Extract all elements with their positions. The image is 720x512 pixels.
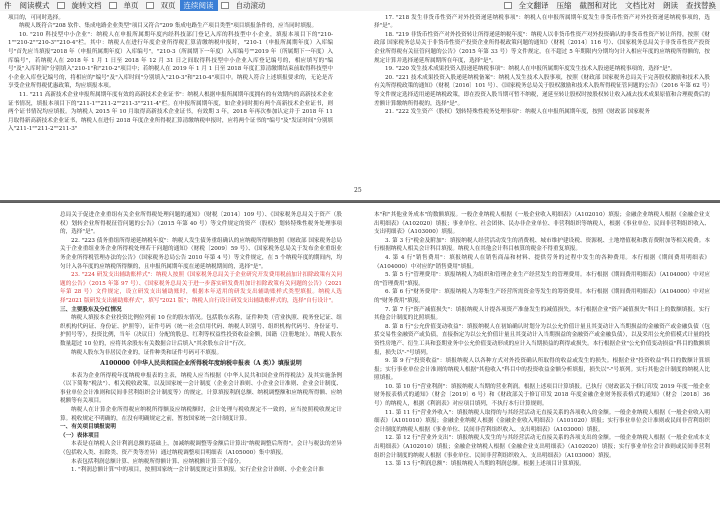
bottom-left-column xyxy=(60,211,342,475)
toolbar-reading-mode-button[interactable]: 阅读模式 xyxy=(19,1,50,10)
paragraph: 22. "223 债务重组所得递延纳税年度"：纳税人发生债务重组确认的应纳税所得额按照《财政部 国家税务总局关于企业重组业务企业所得税处理若干问题的通知》（财税〔2009〕59 号）、《国家税务总局关于发布企业重组业务企业所得税管理办法的公告》（国家税务总局公告 2010 年第 4 号）等文件规定，在 5 个纳税年度的期间内，均匀计入各年度的应纳税所得额的，且申报所属期年度在递延纳税期间的，选择"是"。 xyxy=(60,237,342,270)
paragraph: 12. 第 12 行"营业外支出"：填报纳税人发生的与其经营活动无直接关系的各项支出的金额。一般企业纳税人根据《一般企业成本支出明细表》（A102010）填报；金融企业纳税人根据《金融企业支出明细表》（A102020）填报；实行事业单位会计准则或民间非营利组织会计制度的纳税人根据《事业单位、民间非营利组织收入、支出明细表》（A103000）填报。 xyxy=(374,435,710,459)
paragraph: 项目的，可同时选择。 xyxy=(8,14,64,21)
paragraph: 10. 第 10 行"营业利润"：填报纳税人当期的营业利润。根据上述项目计算填报。已执行《财政部关于修订印发 2019 年度一般企业财务报表格式的通知》（财会〔2019〕6 号）和《财政部关于修订印发 2018 年度金融企业财务报表格式的通知》（财会〔2018〕36 号）的纳税人，根据《利润表》对应项目填列，不执行本行计算规则。 xyxy=(374,383,710,408)
toolbar-read-aloud-button[interactable]: 朗读 xyxy=(663,1,678,10)
page-number: 25 xyxy=(354,187,362,194)
paragraph: 11. "211 高新技术企业申报所属期年度有效的高新技术企业证书"：纳税人根据申报所属期年度拥有的有效期内的高新技术企业证书情况，填报本项目下的"211-1""211-2""211-3""211-4"栏。在申报所属期年度，如企业同时拥有两个高新技术企业证书，则两个证书情况均应填报。为纳税人 2015 年 10 月取得高新技术企业证书，有效期 3 年，2018 年再次参加认定并于 2018 年 11 月取得新高新技术企业证书，纳税人在进行 2018 年度企业所得税汇算清缴纳税申报时，应将两个证书的"编号"及"发证时间"分别填入"211-1""211-2""211-3" xyxy=(8,91,333,133)
document-viewer[interactable] xyxy=(0,11,720,512)
paragraph: 8. 第 8 行"公允价值变动收益"：填报纳税人在初始确认时划分为以公允价值计量且其变动计入当期损益的金融资产或金融负债（包括交易性金融资产或负债，直接指定为以公允价值计量且其变动计入当期损益的金融资产或金融负债），以及采用公允价值模式计量的投资性房地产、衍生工具和套期业务中公允价值变动形成的应计入当期损益的利得或损失。本行根据企业"公允价值变动损益"科目的数额填报，损失以"-"号填列。 xyxy=(374,323,710,356)
bottom-page-spread xyxy=(0,203,720,512)
paragraph: 10. "210 科技型中小企业"：纳税人在申报所属期年度内经科技部门登记入库的科技型中小企业，填报本项目下的"210-1""210-2""210-3""210-4"栏。其中：纳税人在进行年度企业所得税汇算清缴纳税申报时，"210-1（申报所属期年度）入库编号"首先应当填报"2018 年（申报所属期年度）入库编号"，"210-3（所属期下一年度）入库编号""2019 年（所属期下一年度）入库编号"，若纳税人在 2018 年 1 月 1 日至 2018 年 12 月 31 日之间取得科技型中小企业入库登记编号的，相应填写的"编号"及"入库时间"分别填入"210-1"和"210-2"项目中；若纳税人在 2019 年 1 月 1 日至 2018 年度汇算清缴期结束前取得科技型中小企业入库登记编号的，将相应的"编号"及"入库时间"分别填入"210-3"和"210-4"项目中。纳税人符合上述填报要求的，无论是否享受企业所得税优惠政策，均应填报本项。 xyxy=(8,31,333,90)
toolbar-compare-button[interactable]: 文档比对 xyxy=(625,1,655,10)
paragraph: 本表为企业所得税年度纳税申报表的主表，纳税人应当根据《中华人民共和国企业所得税法》及其实施条例（以下简称"税法"）、相关税收政策，以及国家统一会计制度（企业会计准则、小企业会计准则、企业会计制度、事业单位会计准则和民间非营利组织会计制度等）的规定，计算填报利润总额、纳税调整额和应纳税所得额、应纳税额等有关项目。 xyxy=(60,372,342,405)
paragraph: 13. 第 13 行"利润总额"：填报纳税人当期的利润总额。根据上述项目计算填报。 xyxy=(385,461,585,468)
paragraph: （一）表体项目 xyxy=(60,432,100,439)
paragraph: 纳税人既符合"208 软件、集成电路企业类型"项目又符合"209 集成电路生产项目类型"项目填报条件的，应当同时填报。 xyxy=(19,23,318,30)
top-right-column xyxy=(374,11,710,117)
paragraph: 总局关于促进企业重组有关企业所得税处理问题的通知》（财税〔2014〕109 号）、《国家税务总局关于资产（股权）划转企业所得税征管问题的公告》（2015 年第 40 号）等文件规定的资产（股权）划转特殊性税务处理事项的，选择"是"。 xyxy=(60,212,342,236)
double-page-icon[interactable] xyxy=(146,2,154,9)
toolbar-compress-button[interactable]: 压缩 xyxy=(556,1,572,10)
paragraph: 4. 第 4 行"销售费用"：填报纳税人在销售商品和材料、提供劳务的过程中发生的各种费用。本行根据《期间费用明细表》（A104000）中对应的"销售费用"填报。 xyxy=(374,254,710,270)
paragraph: 19. "220 发生技术成果投资入股递延纳税事项"：纳税人在申报所属期年度发生技术入股递延纳税事项的，选择"是"。 xyxy=(385,66,676,73)
toolbar-continuous-button[interactable]: 连续阅读 xyxy=(180,0,218,11)
paragraph: 3. 第 3 行"税金及附加"：填报纳税人经营活动发生的消费税、城市维护建设税、资源税、土地增值税和教育费附加等相关税费。本行根据纳税人相关会计科目填报。纳税人在其他会计科目核算的税金不得重复填报。 xyxy=(374,237,710,253)
paragraph: 21. "222 发生资产（股权）划转特殊性税务处理事项"：纳税人在申报所属期年度，按照《财政部 国家税务 xyxy=(385,109,650,116)
toolbar-translate-button[interactable]: 全文翻译 xyxy=(518,1,549,10)
auto-scroll-icon[interactable] xyxy=(221,2,229,9)
toolbar-left-group xyxy=(0,0,270,11)
paragraph: 17. "218 发生非货币性资产对外投资递延纳税事项"：纳税人在申报所属期年度发生非货币性资产对外投资递延纳税事项的，选择"是"。 xyxy=(374,14,710,30)
paragraph: 本表包括利润总额计算、应纳税所得额计算、应纳税额计算三个部分。 xyxy=(71,458,245,465)
toolbar-file-button[interactable]: 件 xyxy=(4,1,12,10)
toolbar-find-replace-button[interactable]: 查找替换 xyxy=(686,1,716,10)
paragraph: 23. "224 研发支出辅助账样式"：纳税人按照《国家税务总局关于企业研究开发费用税前加计扣除政策有关问题的公告》（2015 年第 97 号）、《国家税务总局关于进一步落实研发费用加计扣除政策有关问题的公告》（2021 年第 28 号）文件规定，设立研发支出辅助账时，根据本年适用的研发支出辅助账样式类型填报。纳税人选择"2021 版研发支出辅助账样式"，填写"2021 版"；纳税人自行设计研发支出辅助账样式的，选择"自行设计"。 xyxy=(60,272,342,304)
paragraph: 本"和"其他业务成本"的数额填报。一般企业纳税人根据《一般企业收入明细表》（A102010）填报；金融企业纳税人根据《金融企业支出明细表》（A102020）填报；事业单位、社会团体、民办非企业单位、非营利组织等纳税人，根据《事业单位、民间非营利组织收入、支出明细表》（A103000）填报。 xyxy=(374,212,710,236)
paragraph: 6. 第 6 行"财务费用"：填报纳税人为筹集生产经营所需资金等发生的筹资费用。本行根据《期间费用明细表》（A104000）中对应的"财务费用"填报。 xyxy=(374,289,710,304)
paragraph: 纳税人在计算企业所得税应纳税所得额及应纳税额时，会计处理与税收规定不一致的，应当按照税收规定计算。税收规定不明确的，在没有明确规定之前，暂按国家统一会计制度计算。 xyxy=(60,407,342,422)
paragraph: 11. 第 11 行"营业外收入"：填报纳税人取得的与其经营活动无直接关系的各项收入的金额。一般企业纳税人根据《一般企业收入明细表》（A101010）填报；金融企业纳税人根据《金融企业收入明细表》（A101020）填报；实行事业单位会计准则或民间非营利组织会计制度的纳税人根据《事业单位、民间非营利组织收入、支出明细表》（A103000）填报。 xyxy=(374,409,710,433)
paragraph: 20. "221 技术成果投资入股递延纳税备案"：纳税人发生技术入股事项，按照《财政部 国家税务总局关于完善股权激励和技术入股有关所得税政策的通知》（财税〔2016〕101 号）、《国家税务总局关于股权激励和技术入股所得税征管问题的公告》（2016 年第 62 号）等文件规定选择适用递延纳税政策，即在投资入股当期可暂不纳税，递延至转让股权时按股权转让收入减去技术成果原值和合理税费后的差额计算缴纳所得税的，选择"是"。 xyxy=(374,74,710,107)
paragraph: 1. "利润总额计算"中的项目，按照国家统一会计制度规定计算填报。实行企业会计准则、小企业会计准 xyxy=(71,467,324,474)
single-page-icon[interactable] xyxy=(109,2,117,9)
paragraph: 7. 第 7 行"资产减值损失"：填报纳税人计提各项资产准备发生的减值损失。本行根据企业"资产减值损失"科目上的数额填报。实行其他会计制度的比照填报。 xyxy=(374,306,710,322)
paragraph: 18. "219 非货币性资产对外投资转让所得递延纳税年度"：纳税人以非货币性资产对外投资确认的非货币性资产转让所得，按照《财政部 国家税务总局关于非货币性资产投资企业所得税政策问题的通知》（财税〔2014〕116 号）、《国家税务总局关于非货币性资产投资企业所得税有关征管问题的公告》（2015 年第 33 号）等文件规定，在不超过 5 年期限内分期均匀计入相应年度的应纳税所得额的，按规定计算并选择递延所属期所在年度，选择"是"。 xyxy=(374,31,710,64)
paragraph: A100000《中华人民共和国企业所得税年度纳税申报表（A 类）》填报说明 xyxy=(100,360,302,368)
rotate-icon[interactable] xyxy=(57,2,65,9)
paragraph: 纳税人股东为非居民企业的，证件种类和证件号码可不填报。 xyxy=(71,349,223,356)
paragraph: 本表是在纳税人会计利润总额的基础上，加减纳税调整等金额后计算出"纳税调整后所得"。会计与税法的差异（包括收入类、扣除类、资产类等差异）通过纳税调整项目明细表（A105000）集中填报。 xyxy=(60,441,342,457)
paragraph: 9. 第 9 行"投资收益"：填报纳税人以各种方式对外投资确认所取得的收益或发生的损失。根据企业"投资收益"科目的数额计算填报；实行事业单位会计准则的纳税人根据"其他收入"科目中的投资收益金额分析填报，损失以"-"号填列。实行其他会计制度的纳税人比照填报。 xyxy=(374,358,710,382)
toolbar-auto-scroll-button[interactable]: 自动滚动 xyxy=(235,1,266,10)
paragraph: 纳税人填报本企业投资比例位列前 10 位的股东情况。包括股东名称，证件种类（营业执照、税务登记证、组织机构代码证、身份证、护照等），证件号码（统一社会信用代码、纳税人识别号、组织机构代码号、身份证号、护照号等），投资比例，当年（决议日）分配的股息、红利等权益性投资收益金额，国籍（注册地址）。纳税人股东数量超过 10 位的，应将其余股东有关数据合计后填入"其余股东合计"行次。 xyxy=(60,315,342,347)
top-page-spread xyxy=(0,11,720,200)
toolbar-rotate-button[interactable]: 旋转文档 xyxy=(71,1,102,10)
toolbar-screenshot-button[interactable]: 截图和对比 xyxy=(579,1,617,10)
toolbar-double-page-button[interactable]: 双页 xyxy=(160,1,176,10)
top-left-column xyxy=(8,11,333,134)
paragraph: 三、主要股东及分红情况 xyxy=(60,306,122,313)
toolbar-right-group xyxy=(501,0,720,11)
paragraph: 一、有关项目填报说明 xyxy=(60,424,116,431)
translate-icon[interactable] xyxy=(504,2,512,9)
paragraph: 5. 第 5 行"管理费用"：填报纳税人为组织和管理企业生产经营发生的管理费用。本行根据《期间费用明细表》（A104000）中对应的"管理费用"填报。 xyxy=(374,272,710,287)
bottom-right-column xyxy=(374,211,710,469)
toolbar-single-page-button[interactable]: 单页 xyxy=(123,1,139,10)
